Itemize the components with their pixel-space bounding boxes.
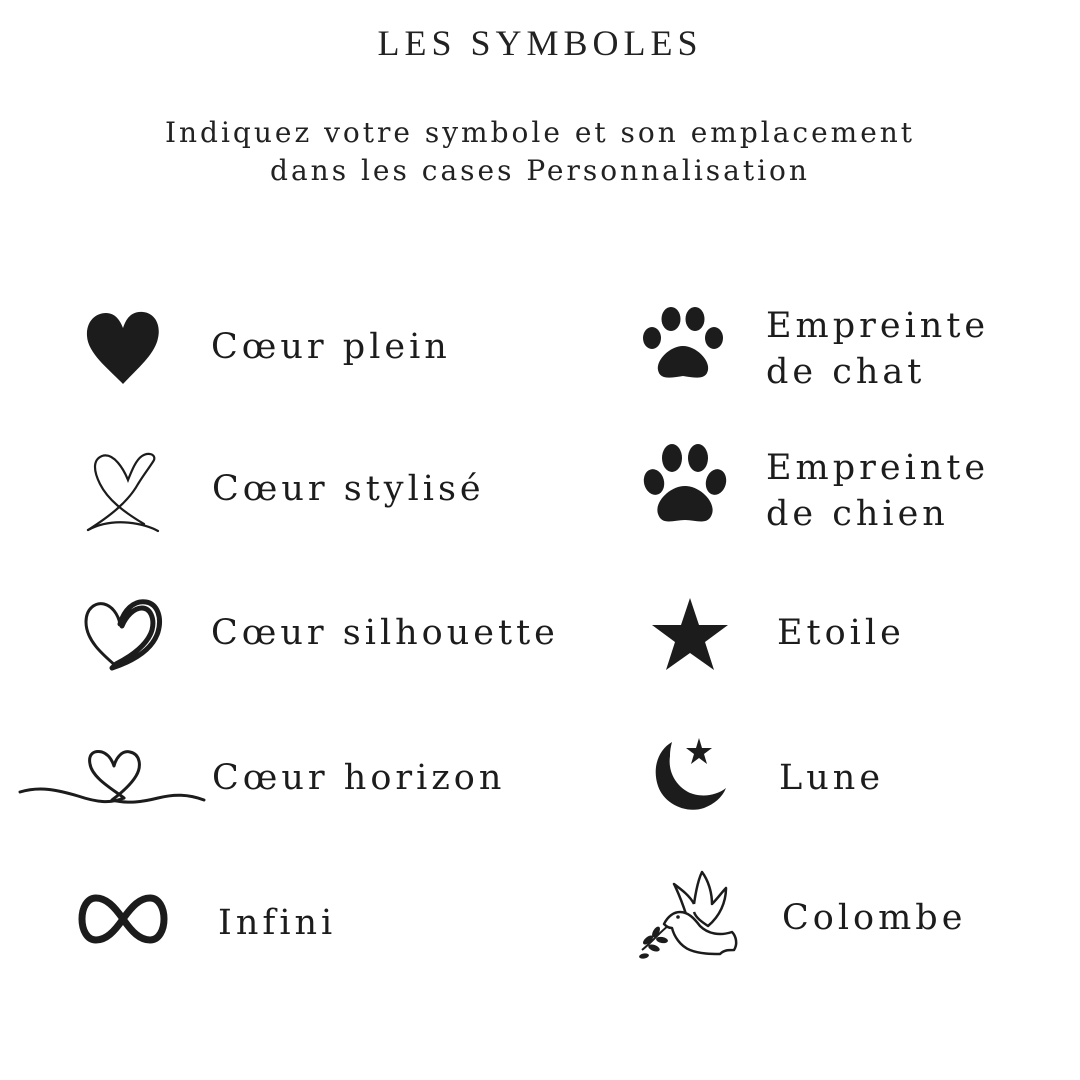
dove-icon: [638, 870, 742, 962]
instructions-line-1: Indiquez votre symbole et son emplacement: [164, 116, 916, 149]
dog-paw-icon: [640, 442, 730, 528]
label-line-2: de chat: [766, 352, 926, 392]
symbol-label-empreinte-de-chien: [766, 445, 989, 537]
symbol-label-colombe: Colombe: [782, 898, 967, 938]
solid-heart-icon: [80, 308, 166, 388]
symbol-label-coeur-horizon: Cœur horizon: [212, 758, 506, 798]
symbol-label-coeur-stylise: Cœur stylisé: [212, 469, 485, 509]
horizon-heart-icon: [18, 744, 206, 810]
label-line-1: Empreinte: [766, 448, 990, 488]
symbol-label-empreinte-de-chat: [766, 303, 989, 395]
star-icon: [650, 596, 730, 672]
symbol-label-etoile: Etoile: [777, 613, 905, 653]
cat-paw-icon: [640, 304, 726, 384]
symbol-label-coeur-silhouette: Cœur silhouette: [211, 613, 559, 653]
symbol-label-coeur-plein: Cœur plein: [211, 327, 451, 367]
instructions: [0, 114, 1080, 190]
infinity-icon: [78, 892, 168, 946]
label-line-1: Empreinte: [766, 306, 990, 346]
symbol-label-lune: Lune: [779, 758, 885, 798]
stylized-heart-icon: [84, 450, 164, 536]
outline-heart-icon: [80, 596, 168, 674]
instructions-line-2: dans les cases Personnalisation: [270, 154, 810, 187]
moon-star-icon: [652, 736, 728, 814]
label-line-2: de chien: [766, 494, 949, 534]
page-title: LES SYMBOLES: [377, 23, 703, 63]
symbol-label-infini: Infini: [218, 903, 337, 943]
